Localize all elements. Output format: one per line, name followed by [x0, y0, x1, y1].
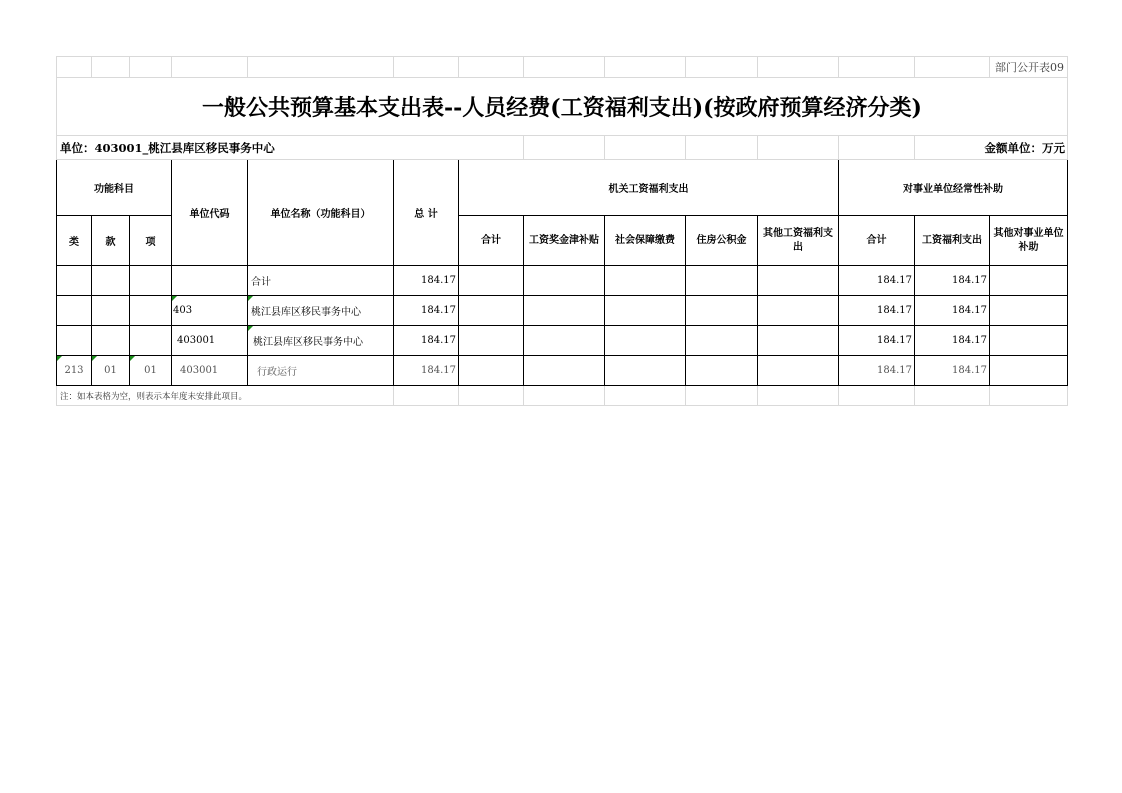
cell-pub: 184.17	[839, 326, 915, 356]
cls-header: 类	[57, 216, 92, 266]
title-row	[57, 78, 1068, 136]
cell-pub	[990, 356, 1068, 386]
cell-gov	[459, 326, 524, 356]
pub-col-header: 其他对事业单位补助	[990, 216, 1068, 266]
unit-name-header: 单位名称（功能科目）	[248, 160, 394, 266]
form-number: 部门公开表09	[990, 57, 1068, 78]
cell-total: 184.17	[394, 356, 459, 386]
cell-code: 403	[172, 296, 248, 326]
cell-code	[172, 266, 248, 296]
cell-gov	[524, 326, 605, 356]
cell-pub	[990, 266, 1068, 296]
cell-gov	[605, 326, 686, 356]
cell-gov	[758, 296, 839, 326]
cell-pub: 184.17	[839, 266, 915, 296]
cell-cls	[57, 296, 92, 326]
report-title: 一般公共预算基本支出表--人员经费(工资福利支出)(按政府预算经济分类)	[57, 78, 1068, 136]
cell-gov	[686, 326, 758, 356]
cell-total: 184.17	[394, 266, 459, 296]
cell-total: 184.17	[394, 326, 459, 356]
cell-gov	[686, 266, 758, 296]
cell-code: 403001	[172, 356, 248, 386]
amount-unit-label: 金额单位：万元	[915, 136, 1068, 160]
cell-pub: 184.17	[839, 296, 915, 326]
cell-xiang: 01	[130, 356, 172, 386]
cell-gov	[686, 356, 758, 386]
cell-gov	[459, 296, 524, 326]
xiang-header: 项	[130, 216, 172, 266]
kuan-header: 款	[92, 216, 130, 266]
cell-name: 合计	[248, 266, 394, 296]
cell-xiang	[130, 296, 172, 326]
table-row	[57, 356, 1068, 386]
form-number-row	[57, 57, 1068, 78]
total-header: 总 计	[394, 160, 459, 266]
cell-cls	[57, 266, 92, 296]
budget-sheet	[56, 56, 1067, 406]
gov-col-header: 社会保障缴费	[605, 216, 686, 266]
cell-kuan	[92, 296, 130, 326]
header-row-1	[57, 160, 1068, 216]
cell-gov	[524, 266, 605, 296]
cell-name: 行政运行	[248, 356, 394, 386]
cell-gov	[758, 326, 839, 356]
cell-kuan	[92, 326, 130, 356]
cell-cls	[57, 326, 92, 356]
unit-code-header: 单位代码	[172, 160, 248, 266]
cell-code: 403001	[172, 326, 248, 356]
gov-col-header: 合计	[459, 216, 524, 266]
table-row	[57, 326, 1068, 356]
cell-total: 184.17	[394, 296, 459, 326]
cell-gov	[459, 266, 524, 296]
func-subject-header: 功能科目	[57, 160, 172, 216]
cell-kuan: 01	[92, 356, 130, 386]
cell-xiang	[130, 326, 172, 356]
cell-xiang	[130, 266, 172, 296]
pub-col-header: 合计	[839, 216, 915, 266]
gov-group-header: 机关工资福利支出	[459, 160, 839, 216]
cell-name: 桃江县库区移民事务中心	[248, 326, 394, 356]
cell-kuan	[92, 266, 130, 296]
gov-col-header: 其他工资福利支出	[758, 216, 839, 266]
cell-gov	[686, 296, 758, 326]
table-note: 注：如本表格为空，则表示本年度未安排此项目。	[57, 386, 394, 406]
gov-col-header: 工资奖金津补贴	[524, 216, 605, 266]
unit-row	[57, 136, 1068, 160]
cell-gov	[605, 266, 686, 296]
cell-pub: 184.17	[839, 356, 915, 386]
cell-name: 桃江县库区移民事务中心	[248, 296, 394, 326]
table-row	[57, 296, 1068, 326]
cell-pub: 184.17	[915, 326, 990, 356]
pub-group-header: 对事业单位经常性补助	[839, 160, 1068, 216]
cell-gov	[758, 266, 839, 296]
gov-col-header: 住房公积金	[686, 216, 758, 266]
cell-pub: 184.17	[915, 296, 990, 326]
cell-gov	[524, 356, 605, 386]
note-row	[57, 386, 1068, 406]
cell-pub: 184.17	[915, 356, 990, 386]
cell-gov	[524, 296, 605, 326]
cell-pub	[990, 296, 1068, 326]
table-row	[57, 266, 1068, 296]
cell-cls: 213	[57, 356, 92, 386]
cell-gov	[605, 356, 686, 386]
cell-gov	[758, 356, 839, 386]
unit-label: 单位：403001_桃江县库区移民事务中心	[57, 136, 524, 160]
cell-gov	[605, 296, 686, 326]
cell-pub	[990, 326, 1068, 356]
cell-pub: 184.17	[915, 266, 990, 296]
cell-gov	[459, 356, 524, 386]
pub-col-header: 工资福利支出	[915, 216, 990, 266]
budget-table	[56, 56, 1068, 406]
